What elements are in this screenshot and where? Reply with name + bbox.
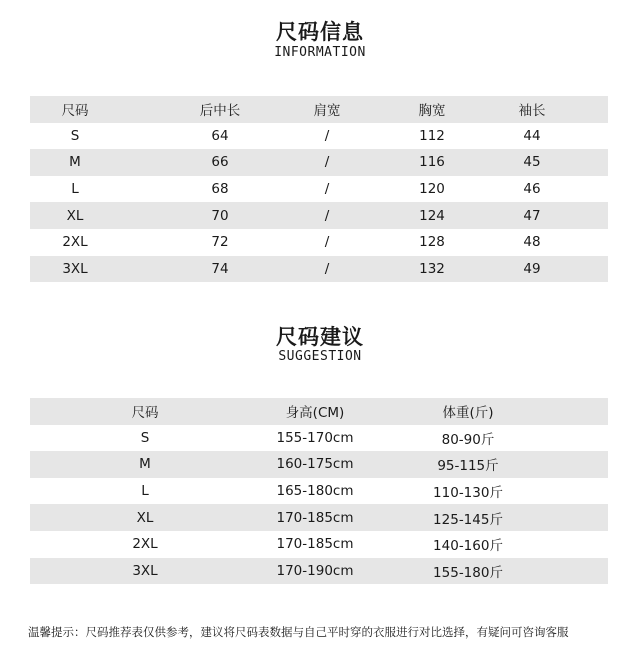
table-cell: 80-90斤	[441, 431, 495, 448]
table-cell: 112	[419, 127, 445, 144]
table-cell: L	[141, 483, 149, 500]
table-header-row	[30, 96, 608, 123]
header-cell: 肩宽	[313, 103, 341, 120]
table-cell: 110-130斤	[433, 485, 503, 502]
table-cell: 170-185cm	[276, 536, 354, 553]
table-cell: /	[324, 207, 330, 224]
table-row	[30, 256, 608, 283]
table-cell: 48	[523, 234, 541, 251]
information-table	[30, 96, 608, 282]
table-cell: 64	[211, 127, 229, 144]
table-cell: 165-180cm	[276, 483, 354, 500]
table-cell: S	[140, 429, 150, 446]
table-cell: 44	[523, 127, 541, 144]
table-cell: 155-180斤	[433, 564, 503, 581]
table-row	[30, 425, 608, 452]
table-cell: 128	[419, 234, 445, 251]
footnote: 温馨提示：尺码推荐表仅供参考，建议将尺码表数据与自己平时穿的衣服进行对比选择，有疑问可咨询客服	[28, 625, 569, 639]
table-cell: M	[69, 154, 81, 171]
table-row	[30, 123, 608, 150]
suggestion-subtitle: SUGGESTION	[278, 349, 362, 364]
table-cell: 47	[523, 207, 541, 224]
table-header-row	[30, 398, 608, 425]
table-cell: 45	[523, 154, 541, 171]
table-cell: 124	[419, 207, 445, 224]
table-cell: 74	[211, 260, 229, 277]
table-cell: 49	[523, 260, 541, 277]
table-cell: 3XL	[62, 260, 88, 277]
header-cell: 胸宽	[418, 103, 446, 120]
table-cell: M	[139, 456, 151, 473]
table-cell: 2XL	[132, 536, 158, 553]
table-row	[30, 451, 608, 478]
table-cell: L	[71, 181, 79, 198]
header-cell: 体重(斤)	[442, 405, 494, 422]
table-cell: 125-145斤	[433, 511, 503, 528]
table-cell: 170-185cm	[276, 509, 354, 526]
table-row	[30, 202, 608, 229]
table-row	[30, 149, 608, 176]
table-row	[30, 558, 608, 585]
table-cell: 72	[211, 234, 229, 251]
table-row	[30, 229, 608, 256]
table-cell: /	[324, 127, 330, 144]
table-cell: S	[70, 127, 80, 144]
header-cell: 尺码	[61, 103, 89, 120]
header-cell: 身高(CM)	[285, 405, 345, 422]
table-row	[30, 478, 608, 505]
table-cell: 46	[523, 181, 541, 198]
table-cell: 160-175cm	[276, 456, 354, 473]
header-cell: 尺码	[131, 405, 159, 422]
table-cell: 66	[211, 154, 229, 171]
table-row	[30, 531, 608, 558]
table-cell: 70	[211, 207, 229, 224]
table-cell: XL	[66, 207, 84, 224]
table-cell: 116	[419, 154, 445, 171]
table-cell: 3XL	[132, 562, 158, 579]
table-cell: 170-190cm	[276, 562, 354, 579]
table-cell: 2XL	[62, 234, 88, 251]
table-cell: 132	[419, 260, 445, 277]
table-cell: 140-160斤	[433, 538, 503, 555]
information-title: 尺码信息	[276, 20, 364, 44]
table-row	[30, 504, 608, 531]
header-cell: 后中长	[199, 103, 241, 120]
information-subtitle: INFORMATION	[274, 45, 366, 60]
table-cell: XL	[136, 509, 154, 526]
table-cell: /	[324, 181, 330, 198]
table-cell: 68	[211, 181, 229, 198]
table-cell: /	[324, 154, 330, 171]
header-cell: 袖长	[518, 103, 546, 120]
suggestion-table	[30, 398, 608, 584]
table-cell: /	[324, 234, 330, 251]
table-cell: 155-170cm	[276, 429, 354, 446]
table-row	[30, 176, 608, 203]
suggestion-title: 尺码建议	[276, 325, 364, 349]
table-cell: 120	[419, 181, 445, 198]
table-cell: 95-115斤	[437, 458, 499, 475]
table-cell: /	[324, 260, 330, 277]
